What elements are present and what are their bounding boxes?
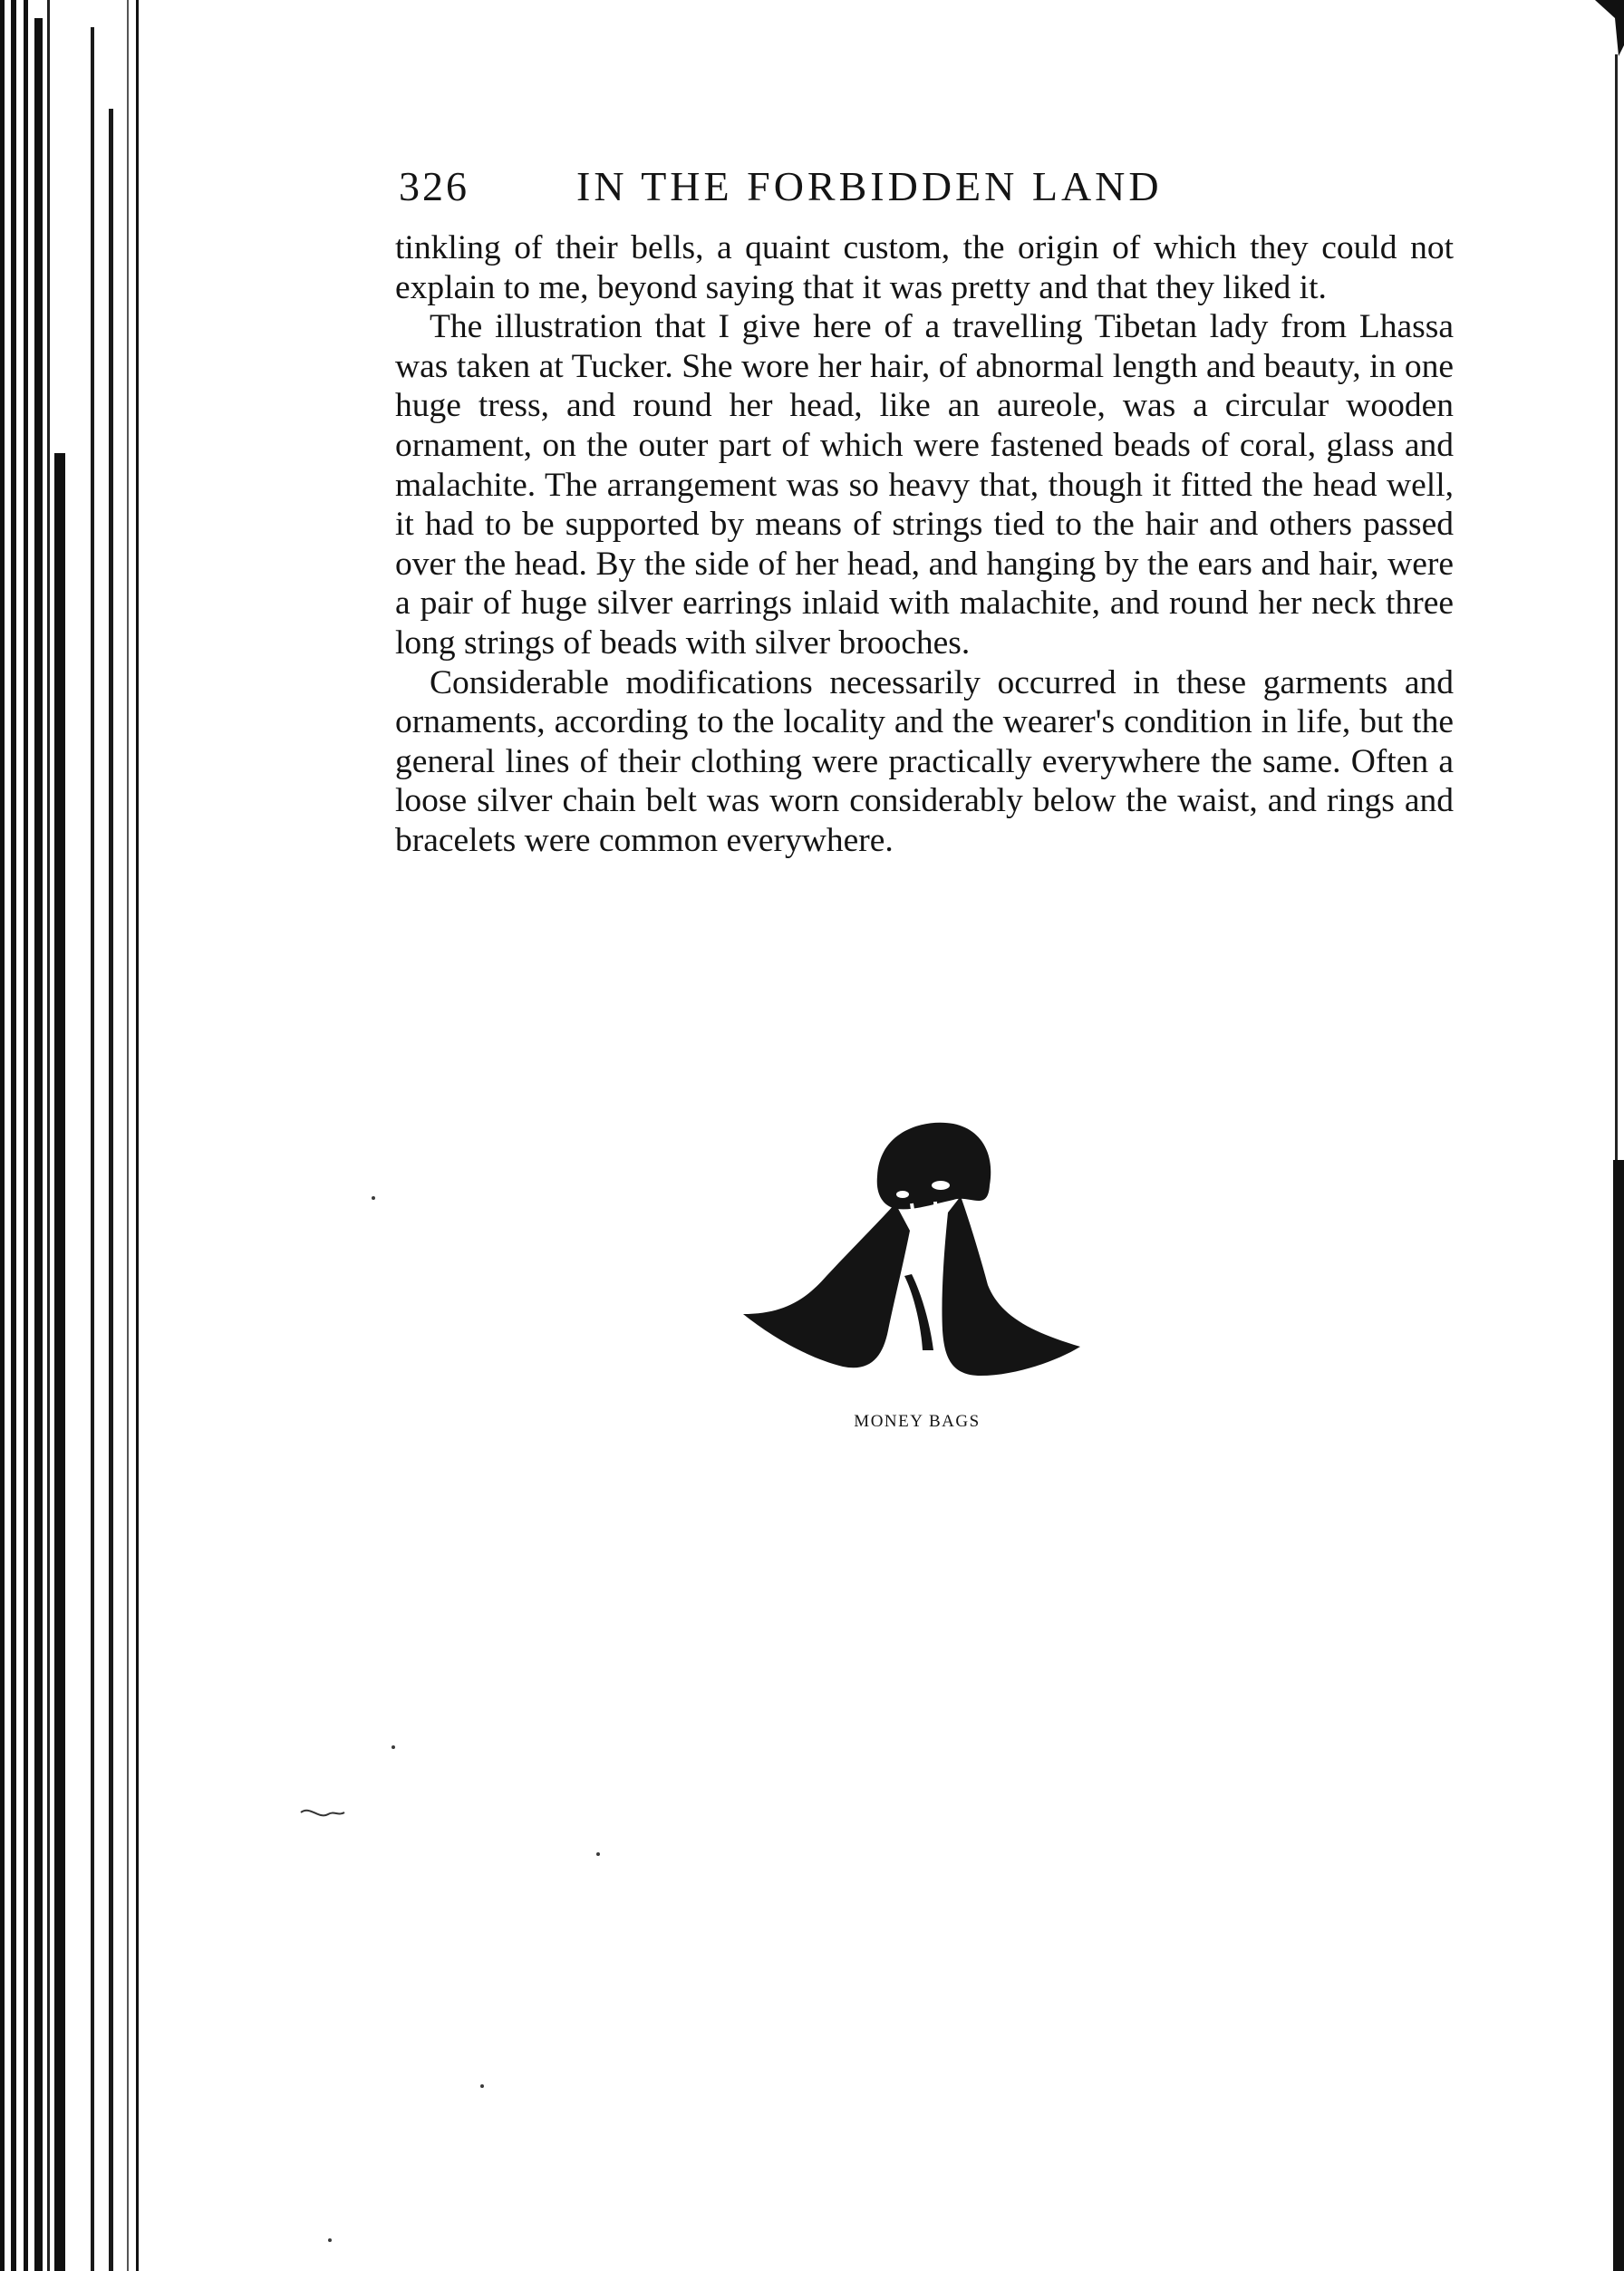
- paragraph-1: tinkling of their bells, a quaint custom, the origin of which they could not explain to me, beyond saying that it was pretty and that they liked it.: [395, 229, 1454, 306]
- paragraph-2: The illustration that I give here of a travelling Tibetan lady from Lhassa was taken at Tucker. She wore her hair, of abnormal length and beauty, in one huge tress, and round her head, like an aureole, was a circular wooden ornament, on the outer part of which were fastened beads of coral, glass and malachite. The arrangement was so heavy that, though it fitted the head well, it had to be supported by means of strings tied to the hair and others passed over the head. By the side of her head, and hanging by the ears and hair, were a pair of huge silver earrings inlaid with malachite, and round her neck three long strings of beads with silver brooches.: [395, 308, 1454, 662]
- scan-speck: [372, 1196, 375, 1200]
- figure-caption: MONEY BAGS: [854, 1412, 981, 1431]
- paragraph-3: Considerable modifications necessarily occurred in these garments and ornaments, according to the locality and the wearer's condition in life, but the general lines of their clothing were practically everywhere the same. Often a loose silver chain belt was worn considerably below the waist, and rings and bracelets were common everywhere.: [395, 663, 1454, 859]
- scan-mark: [299, 1803, 353, 1825]
- scan-binding-edge-left: [0, 0, 145, 2271]
- page-number: 326: [399, 163, 469, 209]
- running-head: [399, 161, 1305, 212]
- scan-binding-edge-right: [1588, 0, 1624, 2271]
- body-text: [395, 228, 1454, 861]
- money-bags-illustration: [743, 1113, 1102, 1377]
- scan-speck: [596, 1852, 600, 1856]
- scan-speck: [328, 2238, 332, 2242]
- scan-speck: [480, 2084, 484, 2088]
- running-title: IN THE FORBIDDEN LAND: [576, 163, 1163, 209]
- scan-speck: [392, 1745, 395, 1749]
